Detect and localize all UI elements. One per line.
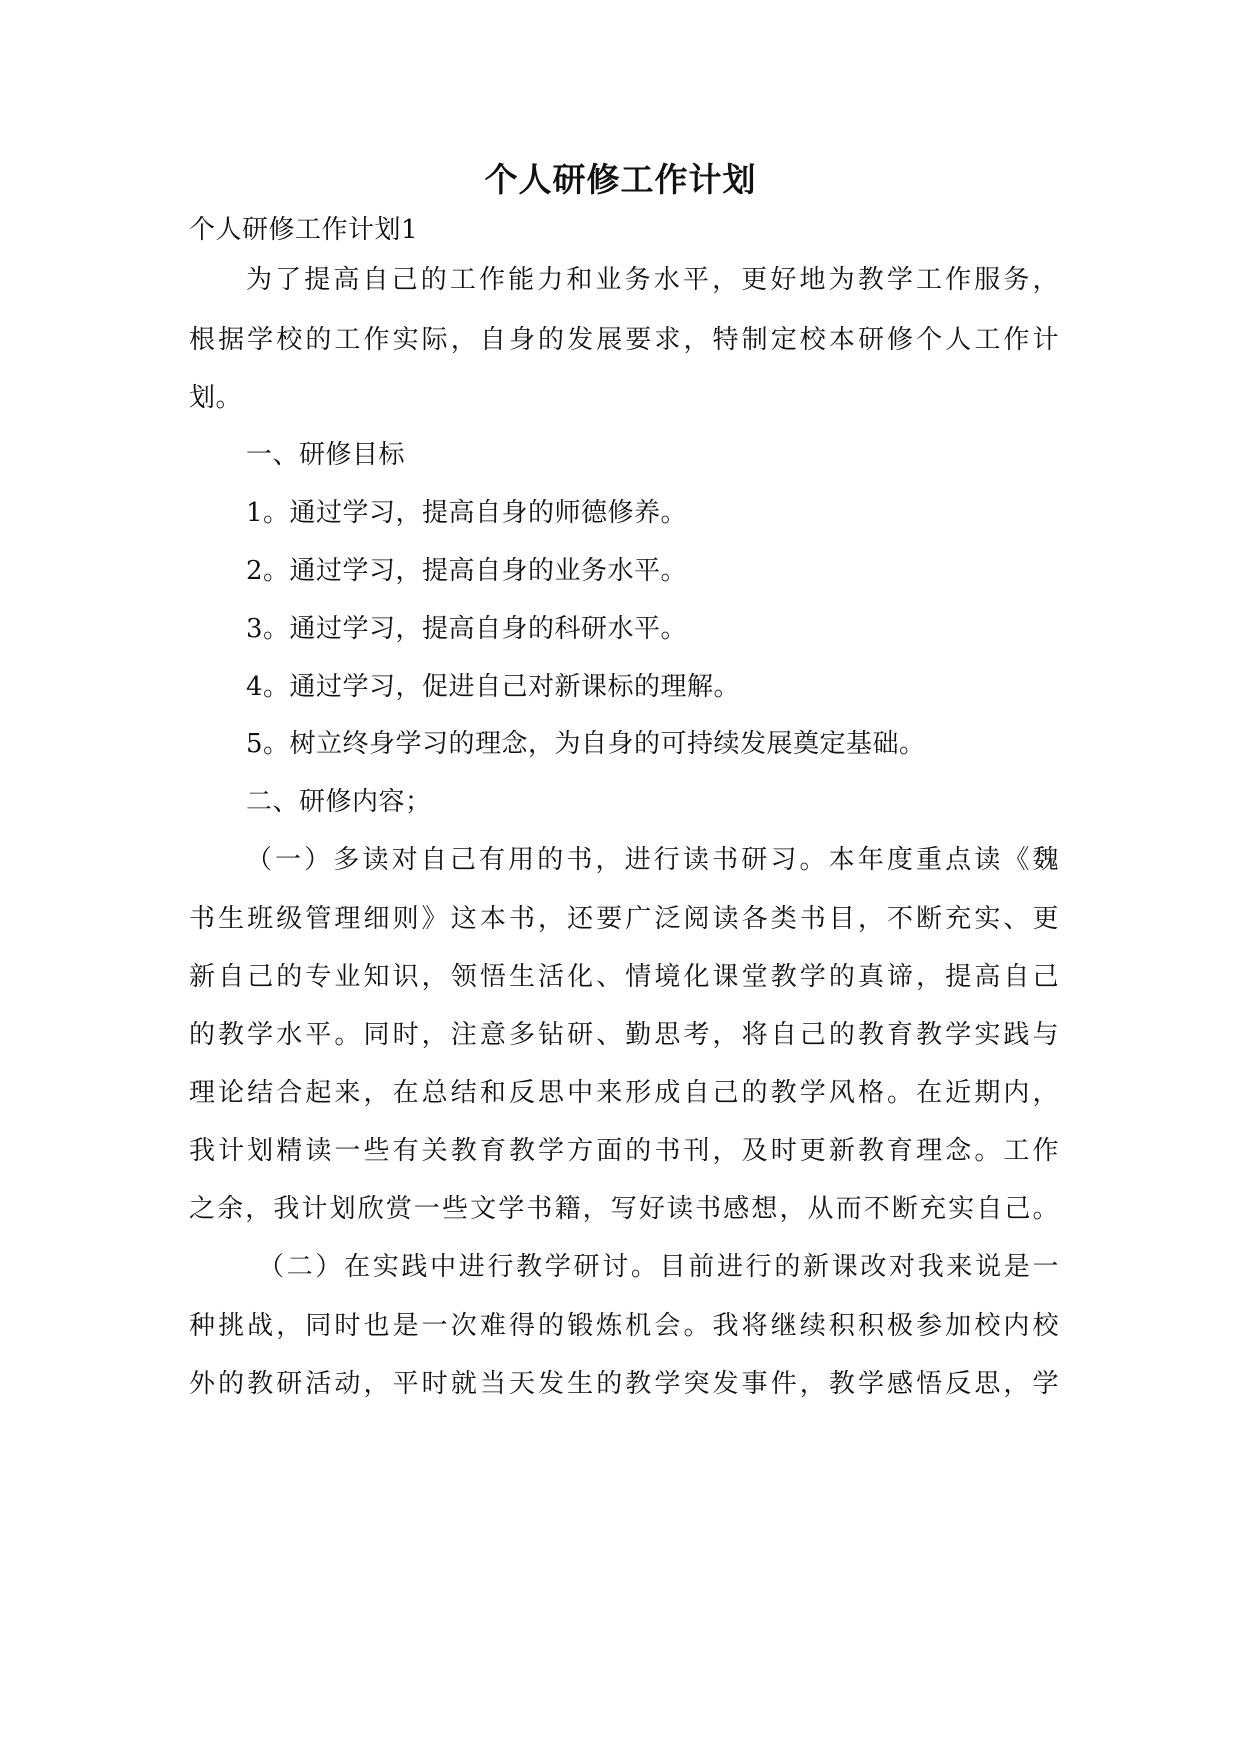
list-item-goal-2: 2。通过学习，提高自身的业务水平。 <box>246 556 688 586</box>
paragraph-line: （二）在实践中进行教学研讨。目前进行的新课改对我来说是一 <box>258 1252 1059 1282</box>
paragraph-line: 之余，我计划欣赏一些文学书籍，写好读书感想，从而不断充实自己。 <box>189 1194 1059 1224</box>
paragraph-line: 种挑战，同时也是一次难得的锻炼机会。我将继续积积极参加校内校 <box>189 1311 1059 1341</box>
paragraph-line: （一）多读对自己有用的书，进行读书研习。本年度重点读《魏 <box>246 845 1059 875</box>
section-heading-plan-1: 个人研修工作计划1 <box>189 215 419 245</box>
paragraph-line: 外的教研活动，平时就当天发生的教学突发事件，教学感悟反思，学 <box>189 1369 1059 1399</box>
section-heading-goals: 一、研修目标 <box>246 440 406 470</box>
paragraph-line: 的教学水平。同时，注意多钻研、勤思考，将自己的教育教学实践与 <box>189 1020 1059 1050</box>
list-item-goal-4: 4。通过学习，促进自己对新课标的理解。 <box>246 672 741 702</box>
list-item-goal-3: 3。通过学习，提高自身的科研水平。 <box>246 614 688 644</box>
paragraph-line: 为了提高自己的工作能力和业务水平，更好地为教学工作服务， <box>246 265 1059 295</box>
list-item-goal-1: 1。通过学习，提高自身的师德修养。 <box>246 498 688 528</box>
list-item-goal-5: 5。树立终身学习的理念，为自身的可持续发展奠定基础。 <box>246 729 926 759</box>
paragraph-line: 划。 <box>189 383 243 413</box>
paragraph-line: 根据学校的工作实际，自身的发展要求，特制定校本研修个人工作计 <box>189 325 1059 355</box>
paragraph-line: 理论结合起来，在总结和反思中来形成自己的教学风格。在近期内， <box>189 1078 1059 1108</box>
paragraph-line: 我计划精读一些有关教育教学方面的书刊，及时更新教育理念。工作 <box>189 1136 1059 1166</box>
paragraph-line: 新自己的专业知识，领悟生活化、情境化课堂教学的真谛，提高自己 <box>189 962 1059 992</box>
section-heading-content: 二、研修内容； <box>246 787 432 817</box>
paragraph-line: 书生班级管理细则》这本书，还要广泛阅读各类书目，不断充实、更 <box>189 904 1059 934</box>
document-title: 个人研修工作计划 <box>484 160 757 199</box>
